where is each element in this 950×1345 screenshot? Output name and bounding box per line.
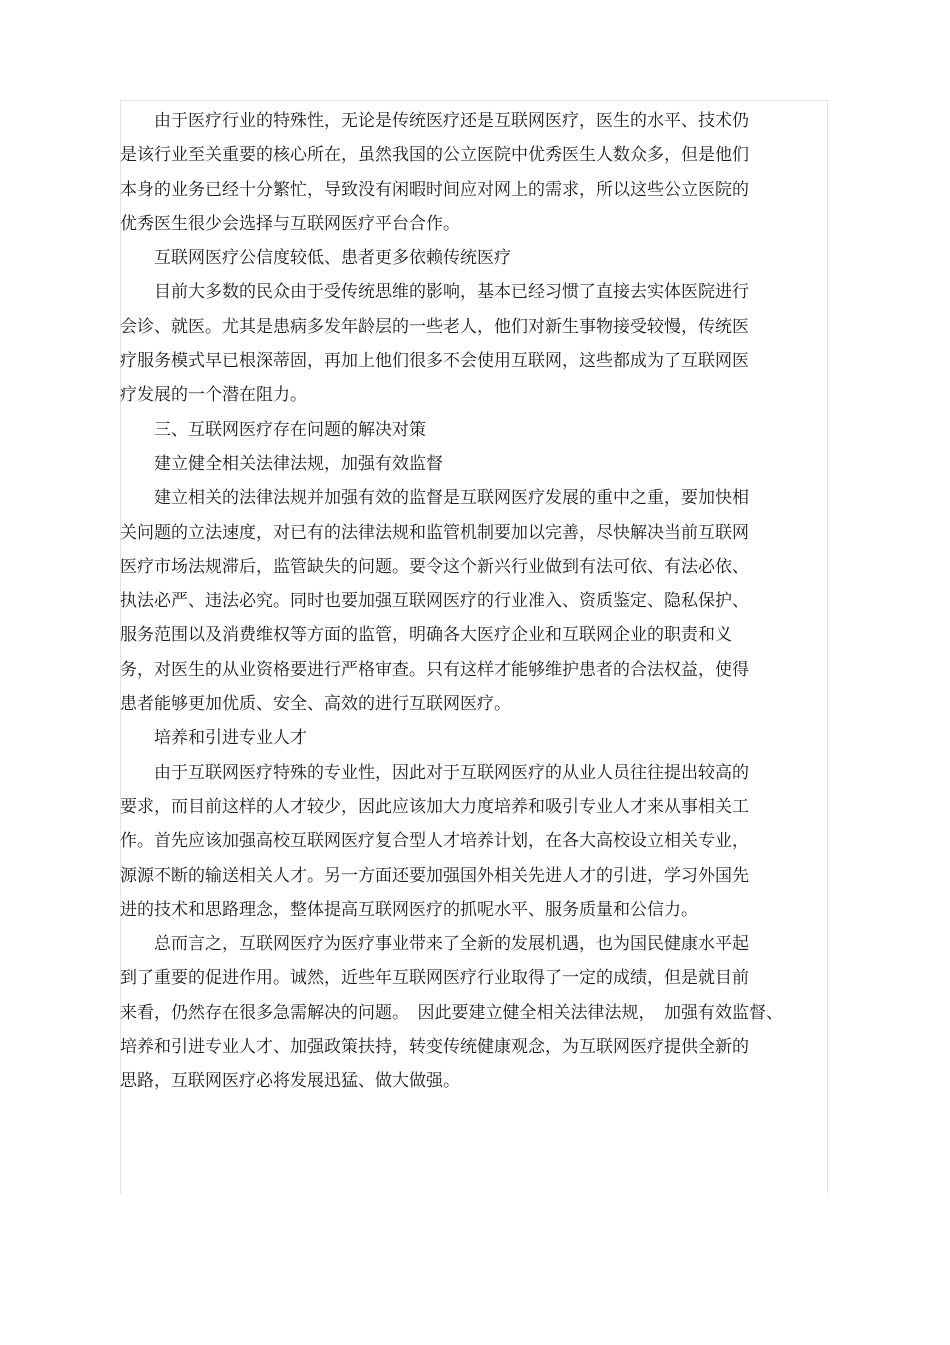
text-line: 患者能够更加优质、安全、高效的进行互联网医疗。 <box>120 694 511 715</box>
text-line: 由于医疗行业的特殊性，无论是传统医疗还是互联网医疗，医生的水平、技术仍 <box>154 111 749 131</box>
text-line: 服务范围以及消费维权等方面的监管，明确各大医疗企业和互联网企业的职责和义 <box>120 625 732 646</box>
text-line: 本身的业务已经十分繁忙，导致没有闲暇时间应对网上的需求，所以这些公立医院的 <box>120 179 749 200</box>
text-line: 疗服务模式早已根深蒂固，再加上他们很多不会使用互联网，这些都成为了互联网医 <box>120 351 749 372</box>
text-line: 作。首先应该加强高校互联网医疗复合型人才培养计划，在各大高校设立相关专业， <box>120 831 749 852</box>
text-line: 目前大多数的民众由于受传统思维的影响，基本已经习惯了直接去实体医院进行 <box>154 282 749 303</box>
text-line: 会诊、就医。尤其是患病多发年龄层的一些老人，他们对新生事物接受较慢，传统医 <box>120 316 749 337</box>
section-heading: 互联网医疗公信度较低、患者更多依赖传统医疗 <box>154 248 511 269</box>
text-line: 源源不断的输送相关人才。另一方面还要加强国外相关先进人才的引进，学习外国先 <box>120 865 749 886</box>
document-body <box>120 104 832 1099</box>
section-heading: 培养和引进专业人才 <box>154 728 307 749</box>
text-line: 执法必严、违法必究。同时也要加强互联网医疗的行业准入、资质鉴定、隐私保护、 <box>120 591 749 612</box>
text-line: 总而言之，互联网医疗为医疗事业带来了全新的发展机遇，也为国民健康水平起 <box>154 934 749 955</box>
text-line: 优秀医生很少会选择与互联网医疗平台合作。 <box>120 213 460 234</box>
text-line: 思路，互联网医疗必将发展迅猛、做大做强。 <box>120 1071 460 1092</box>
text-line: 到了重要的促进作用。诚然，近些年互联网医疗行业取得了一定的成绩，但是就目前 <box>120 968 749 989</box>
text-line: 培养和引进专业人才、加强政策扶持，转变传统健康观念，为互联网医疗提供全新的 <box>120 1037 749 1058</box>
text-line: 关问题的立法速度，对已有的法律法规和监管机制要加以完善，尽快解决当前互联网 <box>120 522 749 543</box>
text-line: 医疗市场法规滞后，监管缺失的问题。要令这个新兴行业做到有法可依、有法必依、 <box>120 556 749 577</box>
section-heading: 建立健全相关法律法规，加强有效监督 <box>154 453 443 474</box>
text-line: 要求，而目前这样的人才较少，因此应该加大力度培养和吸引专业人才来从事相关工 <box>120 796 749 817</box>
section-heading: 三、互联网医疗存在问题的解决对策 <box>154 419 426 440</box>
text-line: 疗发展的一个潜在阻力。 <box>120 385 307 406</box>
text-line: 务，对医生的从业资格要进行严格审查。只有这样才能够维护患者的合法权益，使得 <box>120 659 749 680</box>
text-line: 来看，仍然存在很多急需解决的问题。 因此要建立健全相关法律法规， 加强有效监督、 <box>120 1002 783 1023</box>
text-line: 建立相关的法律法规并加强有效的监督是互联网医疗发展的重中之重，要加快相 <box>154 488 749 509</box>
text-line: 由于互联网医疗特殊的专业性，因此对于互联网医疗的从业人员往往提出较高的 <box>154 762 749 783</box>
text-line: 是该行业至关重要的核心所在，虽然我国的公立医院中优秀医生人数众多，但是他们 <box>120 145 749 166</box>
text-line: 进的技术和思路理念，整体提高互联网医疗的抓呢水平、服务质量和公信力。 <box>120 899 698 920</box>
